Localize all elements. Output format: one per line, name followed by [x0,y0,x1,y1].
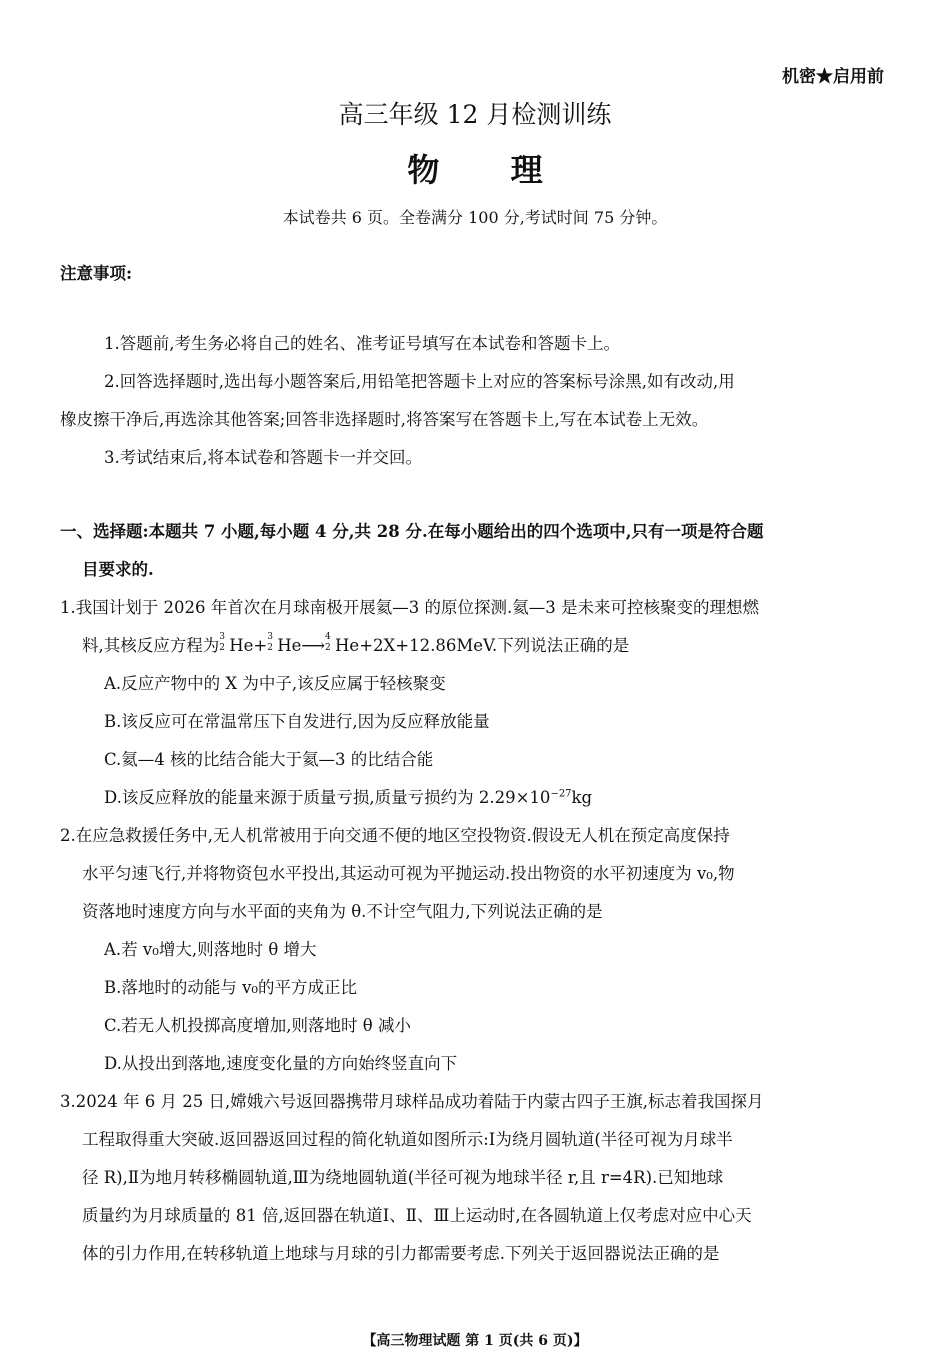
q2-line1: 2.在应急救援任务中,无人机常被用于向交通不便的地区空投物资.假设无人机在预定高度保持 [60,826,730,845]
note-item-2-line2: 橡皮擦干净后,再选涂其他答案;回答非选择题时,将答案写在答题卡上,写在本试卷上无效。 [60,410,709,429]
subject-title: 物 理 [407,151,573,189]
section-heading-line2: 目要求的. [82,560,154,579]
confidential-mark: 机密★启用前 [782,67,884,87]
q3-line2: 工程取得重大突破.返回器返回过程的简化轨道如图所示:Ⅰ为绕月圆轨道(半径可视为月球半 [82,1130,733,1149]
note-item-2-line1: 2.回答选择题时,选出每小题答案后,用铅笔把答题卡上对应的答案标号涂黑,如有改动,用 [104,372,735,391]
q3-line3: 径 R),Ⅱ为地月转移椭圆轨道,Ⅲ为绕地圆轨道(半径可视为地球半径 r,且 r=4R).已知地球 [82,1168,724,1187]
note-item-1: 1.答题前,考生务必将自己的姓名、准考证号填写在本试卷和答题卡上。 [104,334,620,353]
q2-option-a: A.若 v₀增大,则落地时 θ 增大 [104,940,317,959]
note-item-3: 3.考试结束后,将本试卷和答题卡一并交回。 [104,448,422,467]
notes-heading: 注意事项: [60,264,133,283]
q1-line1: 1.我国计划于 2026 年首次在月球南极开展氦—3 的原位探测.氦—3 是未来可控核聚变的理想燃 [60,598,759,617]
q1-line2-pre: 料,其核反应方程为 [82,636,220,655]
q2-option-d: D.从投出到落地,速度变化量的方向始终竖直向下 [104,1054,458,1073]
q1-option-d: D.该反应释放的能量来源于质量亏损,质量亏损约为 $2.29\times 10^{-27}kg$ [104,788,593,807]
q2-line3: 资落地时速度方向与水平面的夹角为 θ.不计空气阻力,下列说法正确的是 [82,902,603,921]
section-heading-line1: 一、选择题:本题共 7 小题,每小题 4 分,共 28 分.在每小题给出的四个选项中,只有一项是符合题 [60,522,764,541]
reaction-arrow: ⟶ [301,636,326,655]
q1-option-b: B.该反应可在常温常压下自发进行,因为反应释放能量 [104,712,490,731]
q1-option-c: C.氦—4 核的比结合能大于氦—3 的比结合能 [104,750,434,769]
q2-option-b: B.落地时的动能与 v₀的平方成正比 [104,978,358,997]
exponent: −27 [550,788,572,800]
q3-line1: 3.2024 年 6 月 25 日,嫦娥六号返回器携带月球样品成功着陆于内蒙古四子王旗,标志着我国探月 [60,1092,764,1111]
exam-intro: 本试卷共 6 页。全卷满分 100 分,考试时间 75 分钟。 [282,208,668,227]
q1-option-a: A.反应产物中的 X 为中子,该反应属于轻核聚变 [104,674,446,693]
page-footer: 【高三物理试题 第 1 页(共 6 页)】 [362,1333,588,1349]
q3-line4: 质量约为月球质量的 81 倍,返回器在轨道Ⅰ、Ⅱ、Ⅲ上运动时,在各圆轨道上仅考虑对应中心天 [82,1206,752,1225]
q1-line2-post: He+2X+12.86MeV.下列说法正确的是 [335,636,630,655]
q1-line2: 料,其核反应方程为 3 2 He+ 3 2 He⟶ 4 2 He+2X+12.86MeV.下列说法正确的是 [82,632,630,655]
exam-title: 高三年级 12 月检测训练 [338,100,612,129]
nuclide-he4: 4 2 [325,632,331,653]
nuclide-he3-a: 3 2 [219,632,225,653]
nuclide-he3-b: 3 2 [267,632,273,653]
q2-option-c: C.若无人机投掷高度增加,则落地时 θ 减小 [104,1016,411,1035]
q2-line2: 水平匀速飞行,并将物资包水平投出,其运动可视为平抛运动.投出物资的水平初速度为 v₀,物 [82,864,735,883]
q3-line5: 体的引力作用,在转移轨道上地球与月球的引力都需要考虑.下列关于返回器说法正确的是 [82,1244,720,1263]
